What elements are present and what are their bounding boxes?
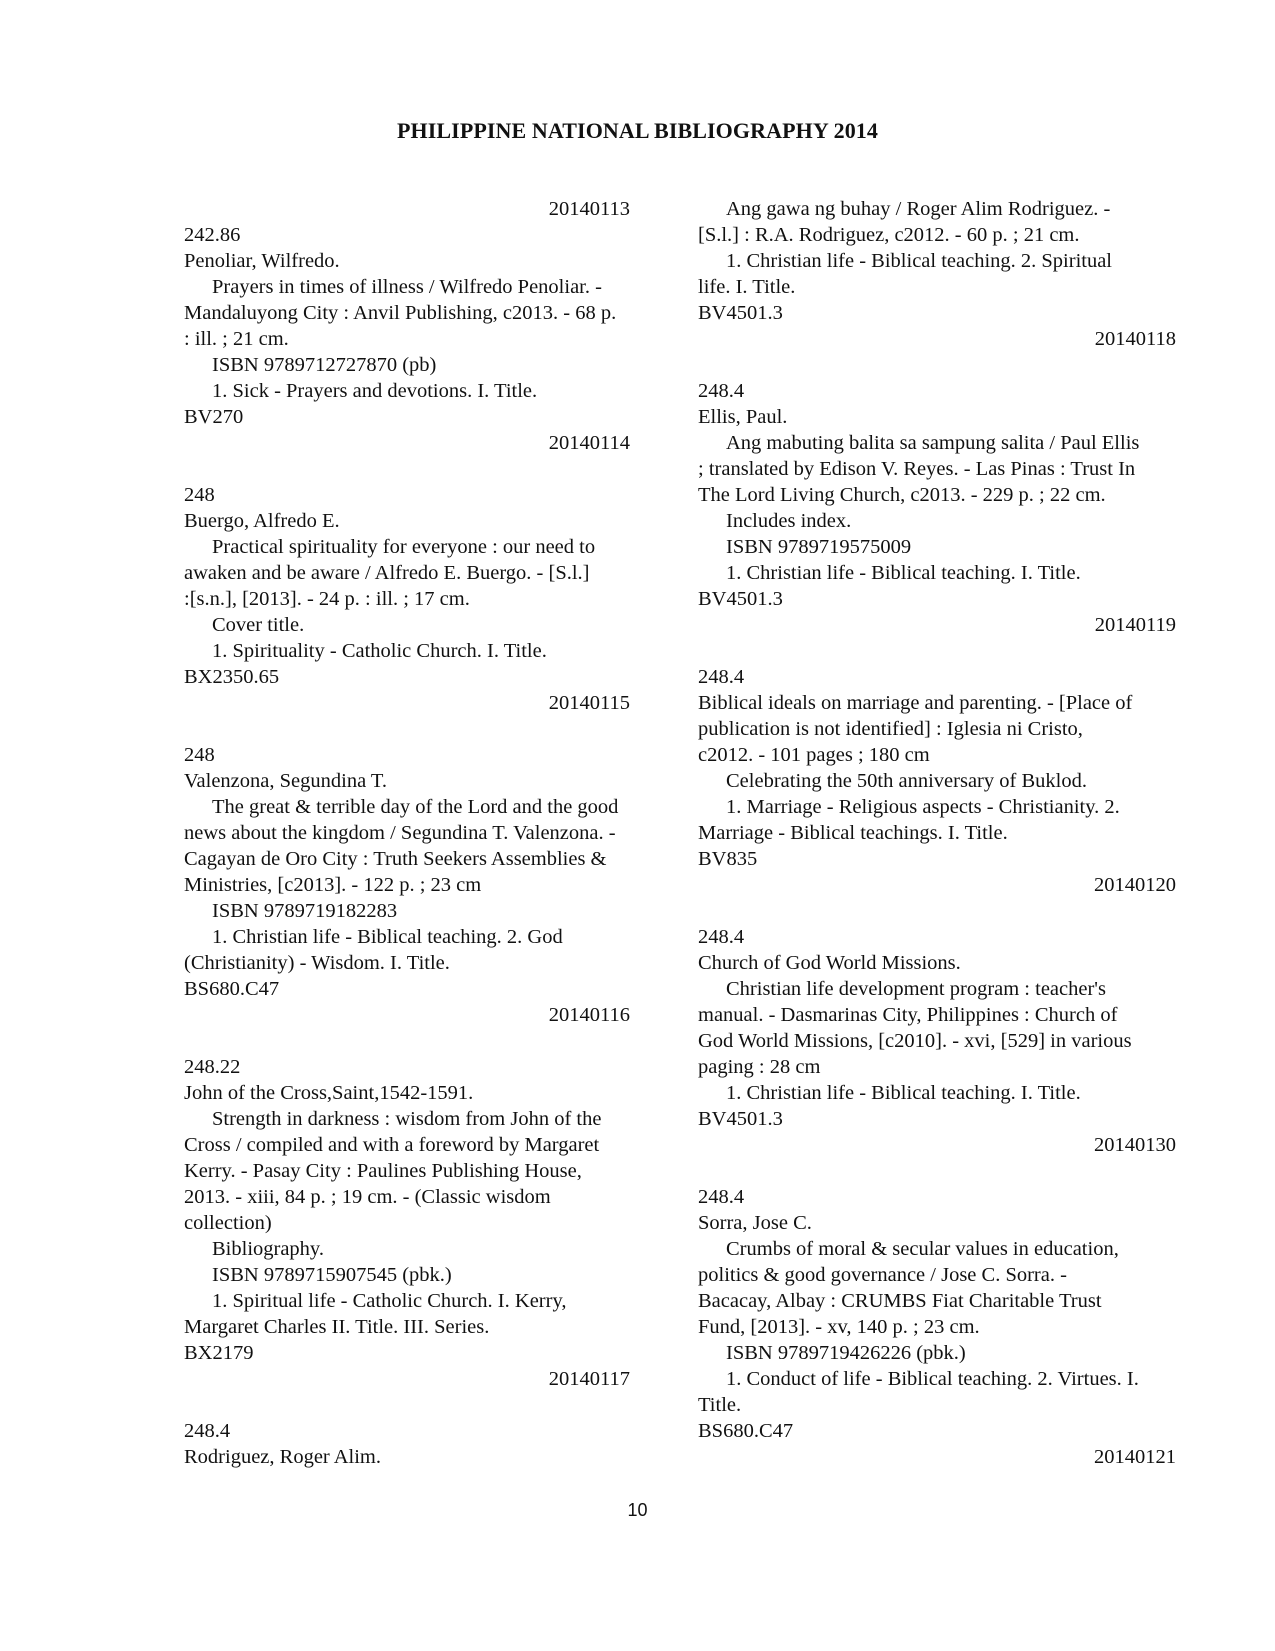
entry-line: : ill. ; 21 cm. xyxy=(184,328,289,350)
entry-line: 1. Spirituality - Catholic Church. I. Title. xyxy=(212,640,547,662)
entry-line: Cagayan de Oro City : Truth Seekers Assemblies & xyxy=(184,848,607,870)
entry-line: publication is not identified] : Iglesia ni Cristo, xyxy=(698,718,1083,740)
entry-line: 248 xyxy=(184,744,215,766)
entry-separator xyxy=(698,638,1194,664)
entry-line: Valenzona, Segundina T. xyxy=(184,770,388,792)
entry-line: Fund, [2013]. - xv, 140 p. ; 23 cm. xyxy=(698,1316,980,1338)
entry-line: [S.l.] : R.A. Rodriguez, c2012. - 60 p. ; 21 cm. xyxy=(698,224,1080,246)
entry-line: 1. Sick - Prayers and devotions. I. Title. xyxy=(212,380,538,402)
entry-line: BV4501.3 xyxy=(698,1108,783,1130)
entry-line: Crumbs of moral & secular values in education, xyxy=(726,1238,1119,1260)
entry-line: Rodriguez, Roger Alim. xyxy=(184,1446,382,1468)
entry-line: Strength in darkness : wisdom from John of the xyxy=(212,1108,602,1130)
page-title: PHILIPPINE NATIONAL BIBLIOGRAPHY 2014 xyxy=(396,118,879,143)
entry-line: Ang mabuting balita sa sampung salita / Paul Ellis xyxy=(726,432,1140,454)
entry-line: Buergo, Alfredo E. xyxy=(184,510,340,532)
entry-line: God World Missions, [c2010]. - xvi, [529] in various xyxy=(698,1030,1132,1052)
entry-line: Margaret Charles II. Title. III. Series. xyxy=(184,1316,490,1338)
entry-line: 248.4 xyxy=(698,666,745,688)
entry-line: 248.4 xyxy=(184,1420,231,1442)
entry-line: life. I. Title. xyxy=(698,276,796,298)
entry-line: 1. Marriage - Religious aspects - Christianity. 2. xyxy=(726,796,1120,818)
entry-line: BX2179 xyxy=(184,1342,254,1364)
entry-line: Practical spirituality for everyone : our need to xyxy=(212,536,596,558)
entry-line: Ang gawa ng buhay / Roger Alim Rodriguez. - xyxy=(726,198,1111,220)
left-column xyxy=(184,196,648,1470)
entry-line: 1. Christian life - Biblical teaching. 2. Spiritual xyxy=(726,250,1113,272)
entry-line: BV4501.3 xyxy=(698,588,783,610)
entry-line: Celebrating the 50th anniversary of Buklod. xyxy=(726,770,1087,792)
right-column xyxy=(698,196,1194,1470)
record-number: 20140118 xyxy=(1094,328,1176,350)
record-number: 20140120 xyxy=(1094,874,1176,896)
entry-line: BX2350.65 xyxy=(184,666,280,688)
entry-line: c2012. - 101 pages ; 180 cm xyxy=(698,744,930,766)
entry-line: Ellis, Paul. xyxy=(698,406,788,428)
entry-separator xyxy=(184,456,648,482)
entry-line: BS680.C47 xyxy=(184,978,280,1000)
entry-line: Biblical ideals on marriage and parenting. - [Place of xyxy=(698,692,1133,714)
entry-line: politics & good governance / Jose C. Sorra. - xyxy=(698,1264,1067,1286)
entry-line: Title. xyxy=(698,1394,742,1416)
entry-line: Sorra, Jose C. xyxy=(698,1212,812,1234)
entry-line: 242.86 xyxy=(184,224,241,246)
entry-line: 248.4 xyxy=(698,1186,745,1208)
entry-line: Includes index. xyxy=(726,510,852,532)
entry-line: BV4501.3 xyxy=(698,302,783,324)
entry-line: Christian life development program : teacher's xyxy=(726,978,1106,1000)
page-number: 10 xyxy=(627,1500,648,1520)
entry-line: 1. Spiritual life - Catholic Church. I. Kerry, xyxy=(212,1290,567,1312)
entry-line: 1. Christian life - Biblical teaching. 2. God xyxy=(212,926,563,948)
entry-line: The great & terrible day of the Lord and the good xyxy=(212,796,619,818)
entry-line: John of the Cross,Saint,1542-1591. xyxy=(184,1082,474,1104)
entry-line: Bacacay, Albay : CRUMBS Fiat Charitable Trust xyxy=(698,1290,1102,1312)
entry-separator xyxy=(698,898,1194,924)
entry-line: BV835 xyxy=(698,848,758,870)
record-number: 20140113 xyxy=(548,198,630,220)
entry-line: 1. Conduct of life - Biblical teaching. 2. Virtues. I. xyxy=(726,1368,1139,1390)
entry-line: awaken and be aware / Alfredo E. Buergo. - [S.l.] xyxy=(184,562,590,584)
entry-separator xyxy=(184,716,648,742)
entry-line: ISBN 9789712727870 (pb) xyxy=(212,354,437,376)
entry-line: collection) xyxy=(184,1212,272,1234)
entry-line: The Lord Living Church, c2013. - 229 p. ; 22 cm. xyxy=(698,484,1106,506)
entry-line: Church of God World Missions. xyxy=(698,952,961,974)
entry-separator xyxy=(184,1392,648,1418)
record-number: 20140116 xyxy=(548,1004,630,1026)
entry-line: ISBN 9789719426226 (pbk.) xyxy=(726,1342,966,1364)
entry-line: BS680.C47 xyxy=(698,1420,794,1442)
entry-line: 248.4 xyxy=(698,926,745,948)
entry-line: Kerry. - Pasay City : Paulines Publishing House, xyxy=(184,1160,582,1182)
entry-line: BV270 xyxy=(184,406,244,428)
entry-line: Prayers in times of illness / Wilfredo Penoliar. - xyxy=(212,276,602,298)
entry-line: 248.4 xyxy=(698,380,745,402)
record-number: 20140119 xyxy=(1094,614,1176,636)
entry-separator xyxy=(698,1158,1194,1184)
entry-line: 248 xyxy=(184,484,215,506)
entry-separator xyxy=(184,1028,648,1054)
entry-line: Bibliography. xyxy=(212,1238,324,1260)
entry-line: manual. - Dasmarinas City, Philippines : Church of xyxy=(698,1004,1118,1026)
record-number: 20140130 xyxy=(1094,1134,1176,1156)
record-number: 20140121 xyxy=(1094,1446,1176,1468)
entry-line: Cover title. xyxy=(212,614,305,636)
record-number: 20140115 xyxy=(548,692,630,714)
entry-line: :[s.n.], [2013]. - 24 p. : ill. ; 17 cm. xyxy=(184,588,470,610)
entry-line: ; translated by Edison V. Reyes. - Las Pinas : Trust In xyxy=(698,458,1136,480)
entry-line: 2013. - xiii, 84 p. ; 19 cm. - (Classic wisdom xyxy=(184,1186,551,1208)
record-number: 20140114 xyxy=(548,432,630,454)
entry-line: Mandaluyong City : Anvil Publishing, c2013. - 68 p. xyxy=(184,302,617,324)
entry-line: 1. Christian life - Biblical teaching. I. Title. xyxy=(726,562,1081,584)
entry-line: 248.22 xyxy=(184,1056,241,1078)
record-number: 20140117 xyxy=(548,1368,630,1390)
entry-line: Marriage - Biblical teachings. I. Title. xyxy=(698,822,1008,844)
entry-line: paging : 28 cm xyxy=(698,1056,821,1078)
entry-line: news about the kingdom / Segundina T. Valenzona. - xyxy=(184,822,616,844)
entry-line: 1. Christian life - Biblical teaching. I. Title. xyxy=(726,1082,1081,1104)
entry-line: Cross / compiled and with a foreword by Margaret xyxy=(184,1134,600,1156)
entry-line: Ministries, [c2013]. - 122 p. ; 23 cm xyxy=(184,874,482,896)
entry-line: Penoliar, Wilfredo. xyxy=(184,250,340,272)
entry-line: ISBN 9789719575009 xyxy=(726,536,912,558)
entry-line: ISBN 9789719182283 xyxy=(212,900,398,922)
entry-separator xyxy=(698,352,1194,378)
entry-line: ISBN 9789715907545 (pbk.) xyxy=(212,1264,452,1286)
entry-line: (Christianity) - Wisdom. I. Title. xyxy=(184,952,450,974)
